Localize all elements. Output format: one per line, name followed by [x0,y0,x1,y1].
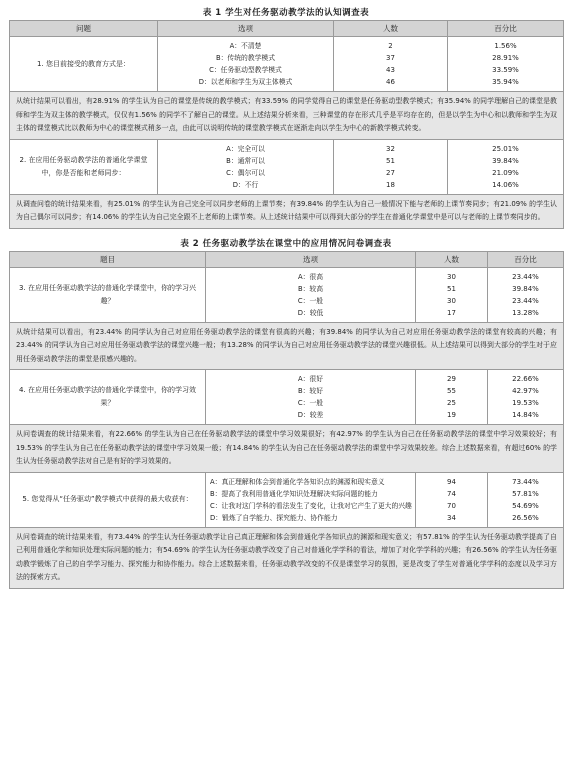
q5-question: 5. 您觉得从“任务驱动”教学模式中获得的最大收获有： [10,472,206,527]
q2-percents [448,139,564,194]
q4-options [206,370,416,425]
header-option: 选项 [158,21,334,37]
q2-option-d: D：不行 [232,180,259,189]
q3-question: 3. 在应用任务驱动教学法的普通化学课堂中，你的学习兴趣？ [10,267,206,322]
q5-percent-c: 54.69% [512,501,539,510]
q3-option-d: D：较低 [297,308,324,317]
q3-summary: 从统计结果可以看出，有23.44% 的同学认为自己对应用任务驱动教学法的课堂有很高的兴趣；有39.84% 的同学认为自己对应用任务驱动教学法的课堂有较高的兴趣；有23.44% 的同学认为自己对应用任务驱动教学法的课堂兴趣一般；有13.28% 的同学认为自己对应用任务驱动教学法的课堂兴趣很低。从上述结果可以得到大部分的学生对于应用任务驱动教学法的课堂是很感兴趣的。 [10,322,564,370]
q3-counts [416,267,488,322]
q4-option-b: B：较好 [297,387,324,395]
q2-percent-b: 39.84% [492,156,519,165]
q5-options [206,472,416,527]
q5-percent-a: 73.44% [512,477,539,486]
q3-option-a: A：很高 [297,272,324,281]
table1-caption: 表 1 学生对任务驱动教学法的认知调查表 [202,8,370,18]
q5-counts [416,472,488,527]
q1-count-a: 2 [388,42,393,50]
q2-percent-c: 21.09% [492,168,519,177]
q1-summary: 从统计结果可以看出，有28.91% 的学生认为自己的课堂是传统的教学模式；有33.59% 的同学觉得自己的课堂是任务驱动型教学模式；有35.94% 的同学理解自己的课堂是教师和学生为双主体的教学模式，仅仅有1.56% 的同学不了解自己的课堂。从上述结果分析来看，三种课堂的存在形式几乎是平均存在的，但是以学生为中心和以教师和学生为双主体的课堂模式比以教师为中心的课堂模式稍多一点，由此可以说明传统的课堂教学模式在逐渐走向以学生为中心的新教学模式转变。 [10,92,564,140]
q5-count-d: 34 [447,513,456,522]
q5-count-a: 94 [447,477,456,486]
q1-count-b: 37 [386,54,395,62]
q1-summary-row [10,92,564,140]
q3-percent-d: 13.28% [512,308,539,317]
q1-percent-b: 28.91% [492,54,519,62]
table1-header-row [10,21,564,37]
q1-percent-d: 35.94% [492,78,519,86]
q3-option-b: B：较高 [297,284,324,293]
q4-counts [416,370,488,425]
q2-row [10,139,564,194]
q1-option-c: C：任务驱动型教学模式 [209,66,282,74]
q4-option-a: A：很好 [297,375,324,383]
q3-count-b: 51 [447,284,456,293]
q5-summary: 从问卷调查的统计结果来看，有73.44% 的学生认为任务驱动教学让自己真正理解和体会到普通化学各知识点的渊源和现实意义；有57.81% 的学生认为任务驱动教学提高了自己利用普通化学和知识处理实际问题的能力；有54.69% 的学生认为任务驱动教学改变了自己对普通化学学科的看法，增加了对化学学科的兴趣；有26.56% 的学生认为任务驱动教学锻炼了自己的自学学习能力、探究能力和协作能力。综合上述数据来看，任务驱动教学改变的不仅是课堂学习的氛围，更是改变了学生对普通化学学科的态度以及学习方法的探索方式。 [10,527,564,588]
q3-percents [488,267,564,322]
q4-count-c: 25 [447,399,456,407]
q2-percent-a: 25.01% [492,144,519,153]
q2-count-a: 32 [386,144,395,153]
q4-option-c: C：一般 [297,399,324,407]
q3-option-c: C：一般 [297,296,324,305]
q2-summary-row [10,194,564,228]
q2-options [158,139,334,194]
q4-percents [488,370,564,425]
header-percent: 百分比 [488,251,564,267]
q4-row [10,370,564,425]
q2-count-d: 18 [386,180,395,189]
q4-count-b: 55 [447,387,456,395]
table2-header-row [10,251,564,267]
q1-option-d: D：以老师和学生为双主体模式 [198,78,293,86]
q1-row [10,37,564,92]
q3-percent-c: 23.44% [512,296,539,305]
q5-option-b: B：提高了我利用普通化学知识处理解决实际问题的能力 [210,489,378,498]
q4-option-d: D：较差 [297,411,324,419]
q5-option-a: A：真正理解和体会到普通化学各知识点的渊源和现实意义 [210,477,385,486]
q5-summary-row [10,527,564,588]
q4-count-a: 29 [447,375,456,383]
q1-percent-c: 33.59% [492,66,519,74]
q3-percent-a: 23.44% [512,272,539,281]
q1-option-a: A：不清楚 [229,42,262,50]
q2-count-b: 51 [386,156,395,165]
q2-summary: 从调查问卷的统计结果来看，有25.01% 的学生认为自己完全可以同步老师的上课节奏；有39.84% 的学生认为自己一般情况下能与老师的上课节奏同步；有21.09% 的学生认为自己偶尔可以同步；有14.06% 的学生认为自己完全跟不上老师的上课节奏。从上述统计结果中可以得到大部分的学生在普通化学课堂中是可以与老师的上课节奏同步的。 [10,194,564,228]
q4-percent-a: 22.66% [512,375,539,383]
q2-percent-d: 14.06% [492,180,519,189]
q5-option-d: D：锻炼了自学能力、探究能力、协作能力 [210,513,338,522]
q5-percent-d: 26.56% [512,513,539,522]
header-count: 人数 [416,251,488,267]
q1-counts [334,37,448,92]
q2-count-c: 27 [386,168,395,177]
header-question: 问题 [10,21,158,37]
q5-count-b: 74 [447,489,456,498]
header-topic: 题目 [10,251,206,267]
header-percent: 百分比 [448,21,564,37]
q5-option-c: C：让我对这门学科的看法发生了变化，让我对它产生了更大的兴趣 [210,501,412,510]
q1-percents [448,37,564,92]
q5-row [10,472,564,527]
header-option: 选项 [206,251,416,267]
q2-option-c: C：偶尔可以 [226,168,265,177]
table1 [9,20,564,229]
q4-count-d: 19 [447,411,456,419]
header-count: 人数 [334,21,448,37]
q1-count-d: 46 [386,78,395,86]
q4-percent-b: 42.97% [512,387,539,395]
table2 [9,251,564,589]
q3-summary-row [10,322,564,370]
q2-counts [334,139,448,194]
q5-count-c: 70 [447,501,456,510]
q2-option-b: B：通常可以 [226,156,265,165]
q5-percents [488,472,564,527]
q4-percent-d: 14.84% [512,411,539,419]
q4-question: 4. 在应用任务驱动教学法的普通化学课堂中，你的学习效果？ [10,370,206,425]
q3-count-a: 30 [447,272,456,281]
q1-percent-a: 1.56% [494,42,517,50]
q3-options [206,267,416,322]
q5-percent-b: 57.81% [512,489,539,498]
q4-summary: 从问卷调查的统计结果来看，有22.66% 的学生认为自己在任务驱动教学法的课堂中学习效果很好；有42.97% 的学生认为自己在任务驱动教学法的课堂中学习效果较好；有19.53% 的学生认为自己在任务驱动教学法的课堂中学习效果一般；有14.84% 的学生认为自己在任务驱动教学法的课堂中学习效果较差。综合上述数据来看，有超过60% 的学生认为任务驱动教学法对自己是有好的学习效果的。 [10,425,564,473]
q1-options [158,37,334,92]
q1-count-c: 43 [386,66,395,74]
q1-question: 1. 您目前接受的教育方式是： [10,37,158,92]
q2-question: 2. 在应用任务驱动教学法的普通化学课堂中，你是否能和老师同步： [10,139,158,194]
q2-option-a: A：完全可以 [226,144,265,153]
q1-option-b: B：传统的教学模式 [215,54,276,62]
q4-summary-row [10,425,564,473]
q3-row [10,267,564,322]
q4-percent-c: 19.53% [512,399,539,407]
q3-count-c: 30 [447,296,456,305]
q3-percent-b: 39.84% [512,284,539,293]
q3-count-d: 17 [447,308,456,317]
table2-caption: 表 2 任务驱动教学法在课堂中的应用情况问卷调查表 [180,238,392,249]
